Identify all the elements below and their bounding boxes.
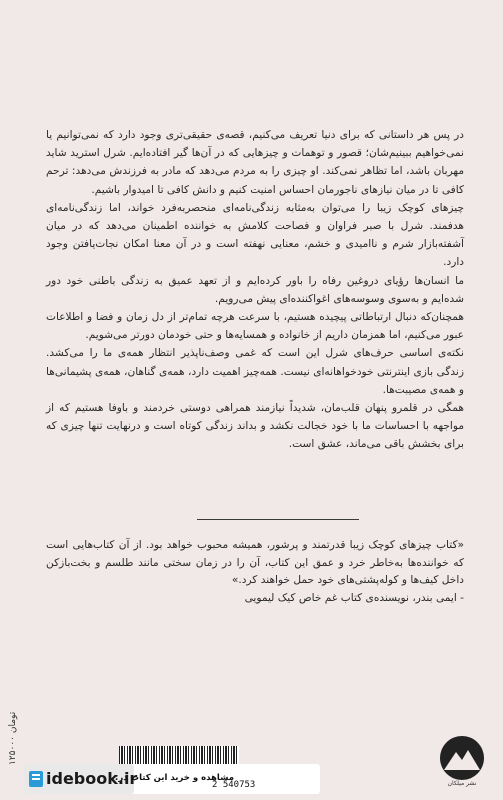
review-quote	[46, 537, 464, 607]
section-divider	[197, 519, 359, 520]
isbn-digits: 2 540753	[212, 780, 256, 790]
blurb-paragraph-3: ما انسان‌ها رؤیای دروغین رفاه را باور کرده‌ایم و از تعهد عمیق به زندگی باطنی خود دور شده‌ایم و به‌سوی وسوسه‌های اغواکننده‌ای پیش می‌رویم.	[46, 274, 464, 305]
blurb-text	[46, 126, 464, 454]
watermark-caption: مشاهده و خرید این کتاب در:	[114, 773, 234, 783]
blurb-paragraph-4: همچنان‌که دنبال ارتباطاتی پیچیده هستیم، با سرعت هرچه تمام‌تر از دل زمان و فضا و اطلاعات عبور می‌کنیم، اما همزمان داریم از خانواده و همسایه‌ها و حتی خودمان دورتر می‌شویم.	[46, 311, 464, 342]
blurb-paragraph-5: نکته‌ی اساسی حرف‌های شرل این است که غمی وصف‌ناپذیر انتظار همه‌ی ما را می‌کشد. زندگی بازی اینترنتی خودخواهانه‌ای نیست. همه‌چیز اهمیت دارد، همه‌ی گناهان، همه‌ی پشیمانی‌ها و همه‌ی مصیبت‌ها.	[46, 347, 464, 396]
quote-author: - ایمی بندر، نویسنده‌ی کتاب غم خاص کیک لیمویی	[244, 591, 464, 604]
publisher-name: نشر میلکان	[447, 780, 477, 787]
blurb-paragraph-2: چیزهای کوچک زیبا را می‌توان به‌مثابه زندگی‌نامه‌ای منحصربه‌فرد خواند، اما زندگی‌نامه‌ای هدفمند. شرل با صبر فراوان و فصاحت کلامش به خواننده اطمینان می‌دهد که در میان آشفته‌بازار شرم و ناامیدی و خشم، معنایی نهفته است و در آن معنا امکان نجات‌یافتن وجود دارد.	[46, 201, 464, 269]
watermark-logo-text: idebook.ir	[46, 769, 138, 788]
watermark-banner[interactable]	[24, 764, 320, 794]
blurb-paragraph-6: همگی در قلمرو پنهان قلب‌مان، شدیداً نیازمند همراهی دوستی خردمند و باوفا هستیم که از مواجهه با احساسات ما با خود خجالت نکشد و بداند زندگی کوتاه است و درنهایت تنها چیزی که برای بخشش باقی می‌ماند، عشق است.	[46, 402, 464, 451]
book-icon	[28, 770, 44, 788]
blurb-paragraph-1: در پس هر داستانی که برای دنیا تعریف می‌کنیم، قصه‌ی حقیقی‌تری وجود دارد که نمی‌توانیم یا نمی‌خواهیم ببینیم‌شان؛ قصور و توهمات و چیزهایی که در آن‌ها گیر افتاده‌ایم. شرل استرید شاید مهربان باشد، اما تظاهر نمی‌کند. او چیزی را به مردم می‌دهد که مادر به فرزندش می‌دهد: ترحم کافی تا در میان نیازهای ناجورمان احساس امنیت کنیم و دانش کافی تا امیدوار باشیم.	[46, 129, 464, 196]
quote-text: «کتاب چیزهای کوچک زیبا قدرتمند و پرشور، همیشه محبوب خواهد بود. از آن کتاب‌هایی است که خواننده‌ها به‌خاطر خرد و عمق این کتاب، آن را در زمان سختی مانند طلسم و بخت‌بازکن داخل کیف‌ها و کوله‌پشتی‌های خود حمل خواهند کرد.»	[46, 539, 464, 586]
price-code: ۱۲۵۰۰۰ تومان	[8, 711, 18, 765]
